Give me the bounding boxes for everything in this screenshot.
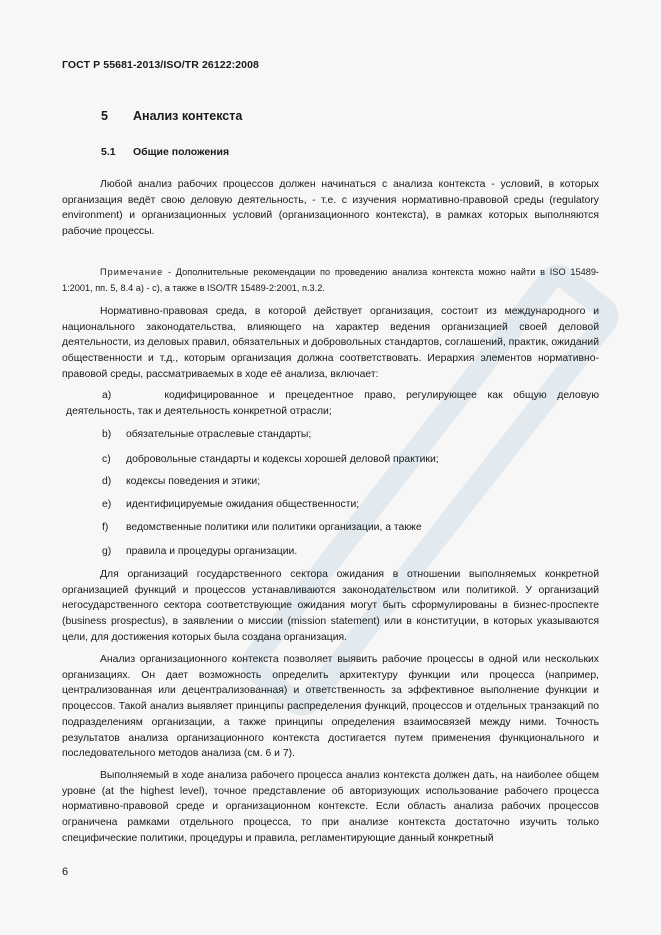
page-number: 6 (62, 866, 69, 878)
list-item-a (62, 388, 599, 419)
subsection-title: Общие положения (133, 146, 230, 158)
list-text: добровольные стандарты и кодексы хорошей деловой практики; (126, 454, 439, 465)
list-text: кодифицированное и прецедентное право, регулирующее как общую деловую (164, 390, 599, 401)
paragraph-2 (62, 304, 599, 383)
paragraph-5 (62, 768, 599, 847)
paragraph-3 (62, 567, 599, 646)
note-label: Примечание (100, 267, 164, 277)
section-number: 5 (101, 109, 108, 123)
list-item-a-line2: деятельность, так и деятельность конкретной отрасли; (66, 405, 332, 417)
list-mark: е) (102, 499, 112, 510)
list-text: правила и процедуры организации. (126, 546, 298, 557)
paragraph-1 (62, 177, 599, 240)
section-title: Анализ контекста (133, 109, 243, 123)
list-text: ведомственные политики или политики организации, а также (126, 522, 422, 533)
subsection-heading (101, 146, 229, 158)
list-item-a-line1 (62, 388, 599, 404)
list-text: кодексы поведения и этики; (126, 476, 261, 487)
note (62, 265, 599, 296)
list-mark: f) (102, 522, 109, 533)
list-mark: b) (102, 429, 112, 440)
list-mark: d) (102, 476, 112, 487)
paragraph-4 (62, 652, 599, 762)
list-mark: c) (102, 454, 111, 465)
list-text: идентифицируемые ожидания общественности; (126, 499, 360, 510)
list-mark: g) (102, 546, 112, 557)
paragraph-text: Выполняемый в ходе анализа рабочего процесса анализ контекста должен дать, на наиболее общем уровне (at the highest level), точное представление об авторизующих использование рабочего процесса нормативно-правовой среде и организационном контексте. Если область анализа рабочих процессов ограничена рамками отдельного процесса, то при анализе контекста достаточно изучить только специфические политики, процедуры и правила, регламентирующие данный конкретный (62, 770, 599, 844)
note-text: - Дополнительные рекомендации по проведению анализа контекста можно найти в ISO 15489-1:2001, пп. 5, 8.4 а) - с), а также в ISO/TR 15489-2:2001, п.3.2. (62, 267, 599, 293)
section-heading (101, 109, 242, 123)
subsection-number: 5.1 (101, 146, 116, 158)
document-header: ГОСТ Р 55681-2013/ISO/TR 26122:2008 (62, 59, 259, 71)
paragraph-text: Для организаций государственного сектора ожидания в отношении выполняемых конкретной организацией функций и процессов устанавливаются законодательством или политикой. У организаций негосударственного сектора соответствующие ожидания могут быть сформулированы в бизнес-проспекте (business prospectus), в заявлении о миссии (mission statement) или в конституции, в которых указываются цели, для достижения которых была создана организация. (62, 569, 599, 643)
paragraph-text: Нормативно-правовая среда, в которой действует организация, состоит из международного и национального законодательства, влияющего на характер ведения организацией своей деловой деятельности, из деловых правил, обязательных и добровольных стандартов, соглашений, практик, ожиданий общественности и т.д., которым организация должна соответствовать. Иерархия элементов нормативно-правовой среды, рассматриваемых в ходе её анализа, включает: (62, 306, 599, 380)
paragraph-text: Анализ организационного контекста позволяет выявить рабочие процессы в одной или нескольких организациях. Он дает возможность определить архитектуру функции или процесса (например, централизованная или децентрализованная) и ответственность за эффективное выполнение функции и процессов. Такой анализ выявляет принципы распределения функций, процессов и отдельных транзакций по подразделениям организации, а также принципы определения взаимосвязей между ними. Точность результатов анализа организационного контекста достигается путем применения функционального и последовательного методов анализа (см. 6 и 7). (62, 654, 599, 760)
list-mark: а) (102, 390, 112, 401)
list-text: обязательные отраслевые стандарты; (126, 429, 312, 440)
paragraph-text: Любой анализ рабочих процессов должен начинаться с анализа контекста - условий, в которых организация ведёт свою деловую деятельность, - т.е. с изучения нормативно-правовой среды (regulatory environment) и организационных условий (организационного контекста), в рамках которых выполняются рабочие процессы. (62, 179, 599, 238)
